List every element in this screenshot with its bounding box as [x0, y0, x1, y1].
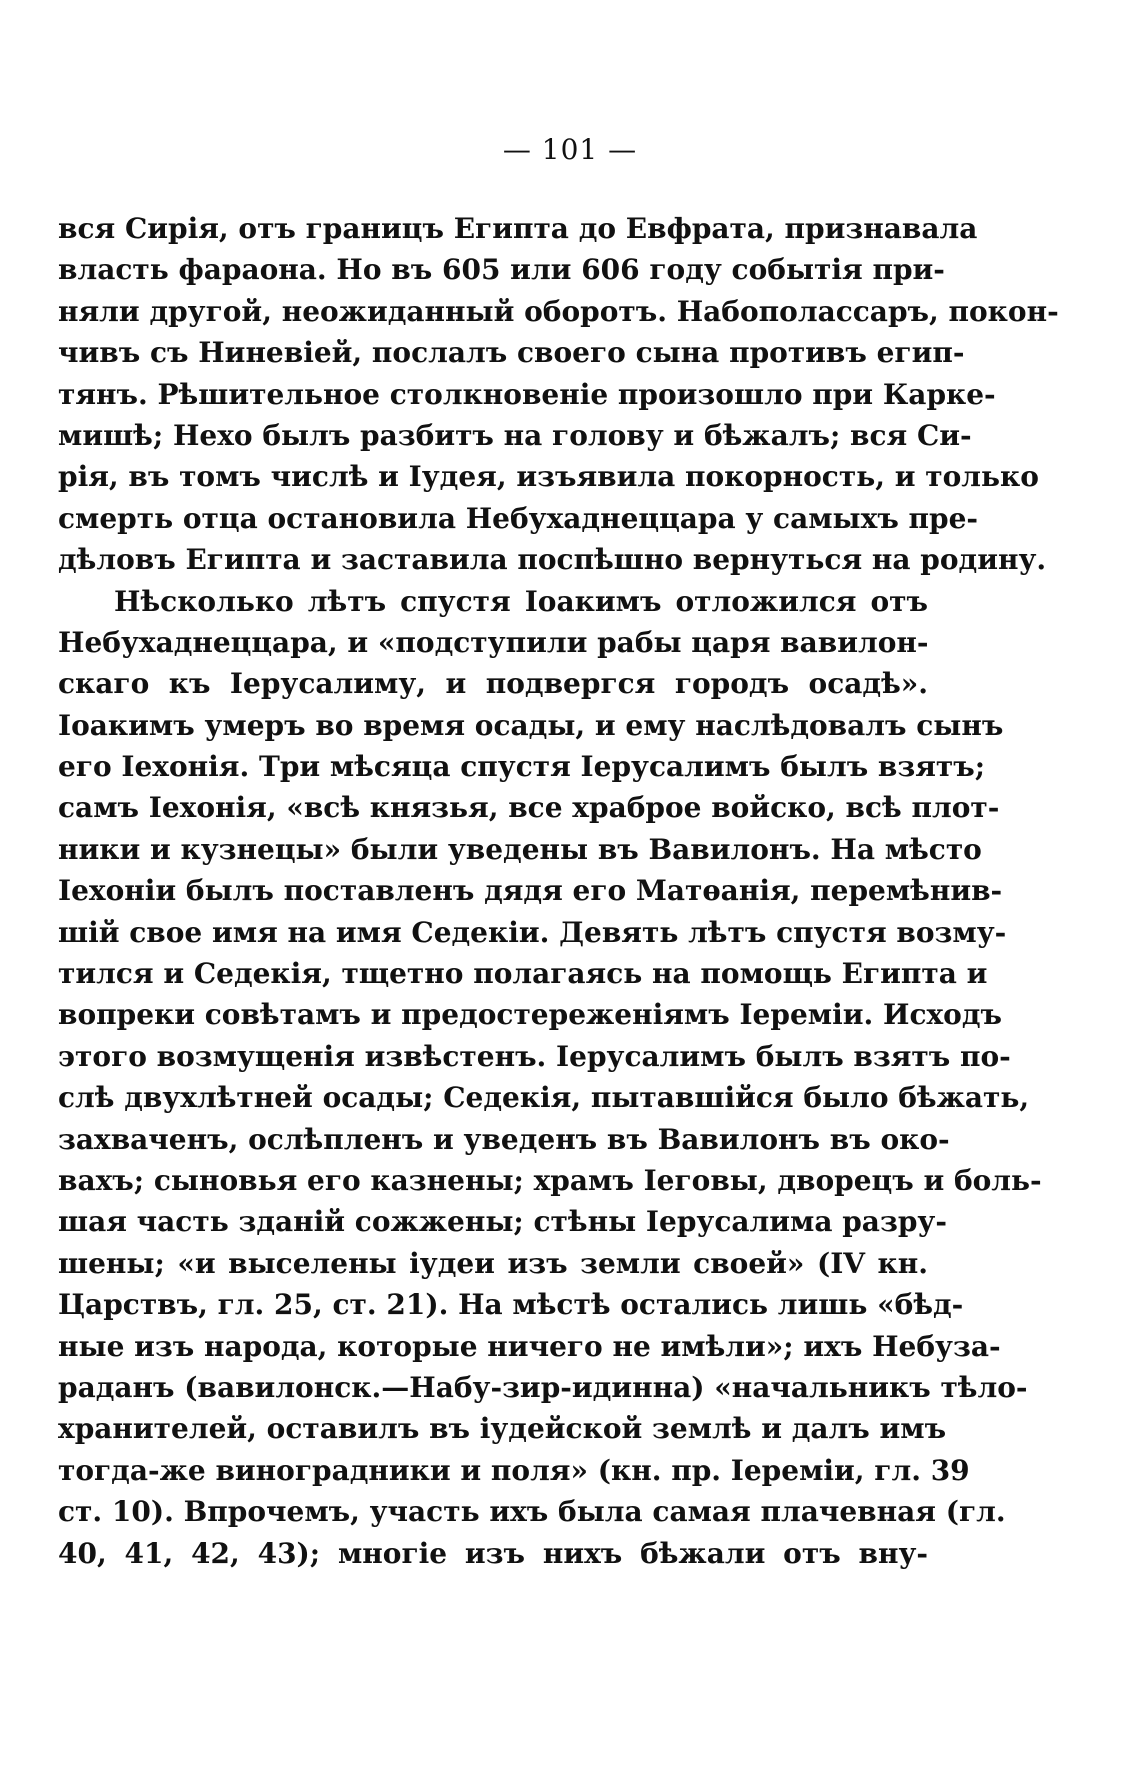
- text-line: тился и Седекія, тщетно полагаясь на помощь Египта и: [58, 957, 988, 991]
- text-line: Іоакимъ умеръ во время осады, и ему наслѣдовалъ сынъ: [58, 708, 1004, 742]
- text-line: шій свое имя на имя Седекіи. Девять лѣтъ спустя возму-: [58, 915, 1007, 949]
- text-line: шены; «и выселены іудеи изъ земли своей» (IV кн.: [58, 1246, 928, 1280]
- text-line: хранителей, оставилъ въ іудейской землѣ и далъ имъ: [58, 1412, 947, 1446]
- body-text: [58, 208, 1059, 1574]
- text-line: вахъ; сыновья его казнены; храмъ Іеговы, дворецъ и боль-: [58, 1163, 1042, 1197]
- text-line: Небухаднеццара, и «подступили рабы царя вавилон-: [58, 625, 929, 659]
- text-line: шая часть зданій сожжены; стѣны Іерусалима разру-: [58, 1205, 947, 1239]
- text-line: рія, въ томъ числѣ и Іудея, изъявила покорность, и только: [58, 460, 1039, 494]
- text-line: Іехоніи былъ поставленъ дядя его Матѳанія, перемѣнив-: [58, 874, 1003, 908]
- text-line: скаго къ Іерусалиму, и подвергся городъ осадѣ».: [58, 667, 928, 701]
- text-line: 40, 41, 42, 43); многіе изъ нихъ бѣжали отъ вну-: [58, 1536, 928, 1570]
- paragraph-first-line: Нѣсколько лѣтъ спустя Іоакимъ отложился отъ: [114, 584, 928, 618]
- text-line: этого возмущенія извѣстенъ. Іерусалимъ былъ взятъ по-: [58, 1039, 1011, 1073]
- text-line: тянъ. Рѣшительное столкновеніе произошло при Карке-: [58, 377, 996, 411]
- text-line: дѣловъ Египта и заставила поспѣшно вернуться на родину.: [58, 543, 1047, 577]
- text-line: захваченъ, ослѣпленъ и уведенъ въ Вавилонъ въ око-: [58, 1122, 950, 1156]
- text-line: его Іехонія. Три мѣсяца спустя Іерусалимъ былъ взятъ;: [58, 750, 986, 784]
- text-line: слѣ двухлѣтней осады; Седекія, пытавшійся было бѣжать,: [58, 1081, 1030, 1115]
- text-line: ст. 10). Впрочемъ, участь ихъ была самая плачевная (гл.: [58, 1495, 1006, 1529]
- text-line: тогда-же виноградники и поля» (кн. пр. Іереміи, гл. 39: [58, 1453, 970, 1487]
- text-line: Царствъ, гл. 25, ст. 21). На мѣстѣ остались лишь «бѣд-: [58, 1288, 964, 1322]
- page-number: — 101 —: [502, 133, 638, 166]
- text-line: чивъ съ Ниневіей, послалъ своего сына противъ егип-: [58, 336, 965, 370]
- text-line: вопреки совѣтамъ и предостереженіямъ Іереміи. Исходъ: [58, 998, 1003, 1032]
- text-line: ные изъ народа, которые ничего не имѣли»; ихъ Небуза-: [58, 1329, 1001, 1363]
- text-line: ники и кузнецы» были уведены въ Вавилонъ. На мѣсто: [58, 832, 982, 866]
- text-line: власть фараона. Но въ 605 или 606 году событія при-: [58, 253, 945, 287]
- text-line: раданъ (вавилонск.—Набу-зир-идинна) «начальникъ тѣло-: [58, 1370, 1028, 1404]
- text-line: мишѣ; Нехо былъ разбитъ на голову и бѣжалъ; вся Си-: [58, 418, 972, 452]
- text-line: самъ Іехонія, «всѣ князья, все храброе войско, всѣ плот-: [58, 791, 1000, 825]
- text-line: смерть отца остановила Небухаднеццара у самыхъ пре-: [58, 501, 979, 535]
- text-line: вся Сирія, отъ границъ Египта до Евфрата, признавала: [58, 212, 978, 245]
- text-line: няли другой, неожиданный оборотъ. Набополассаръ, покон-: [58, 294, 1059, 328]
